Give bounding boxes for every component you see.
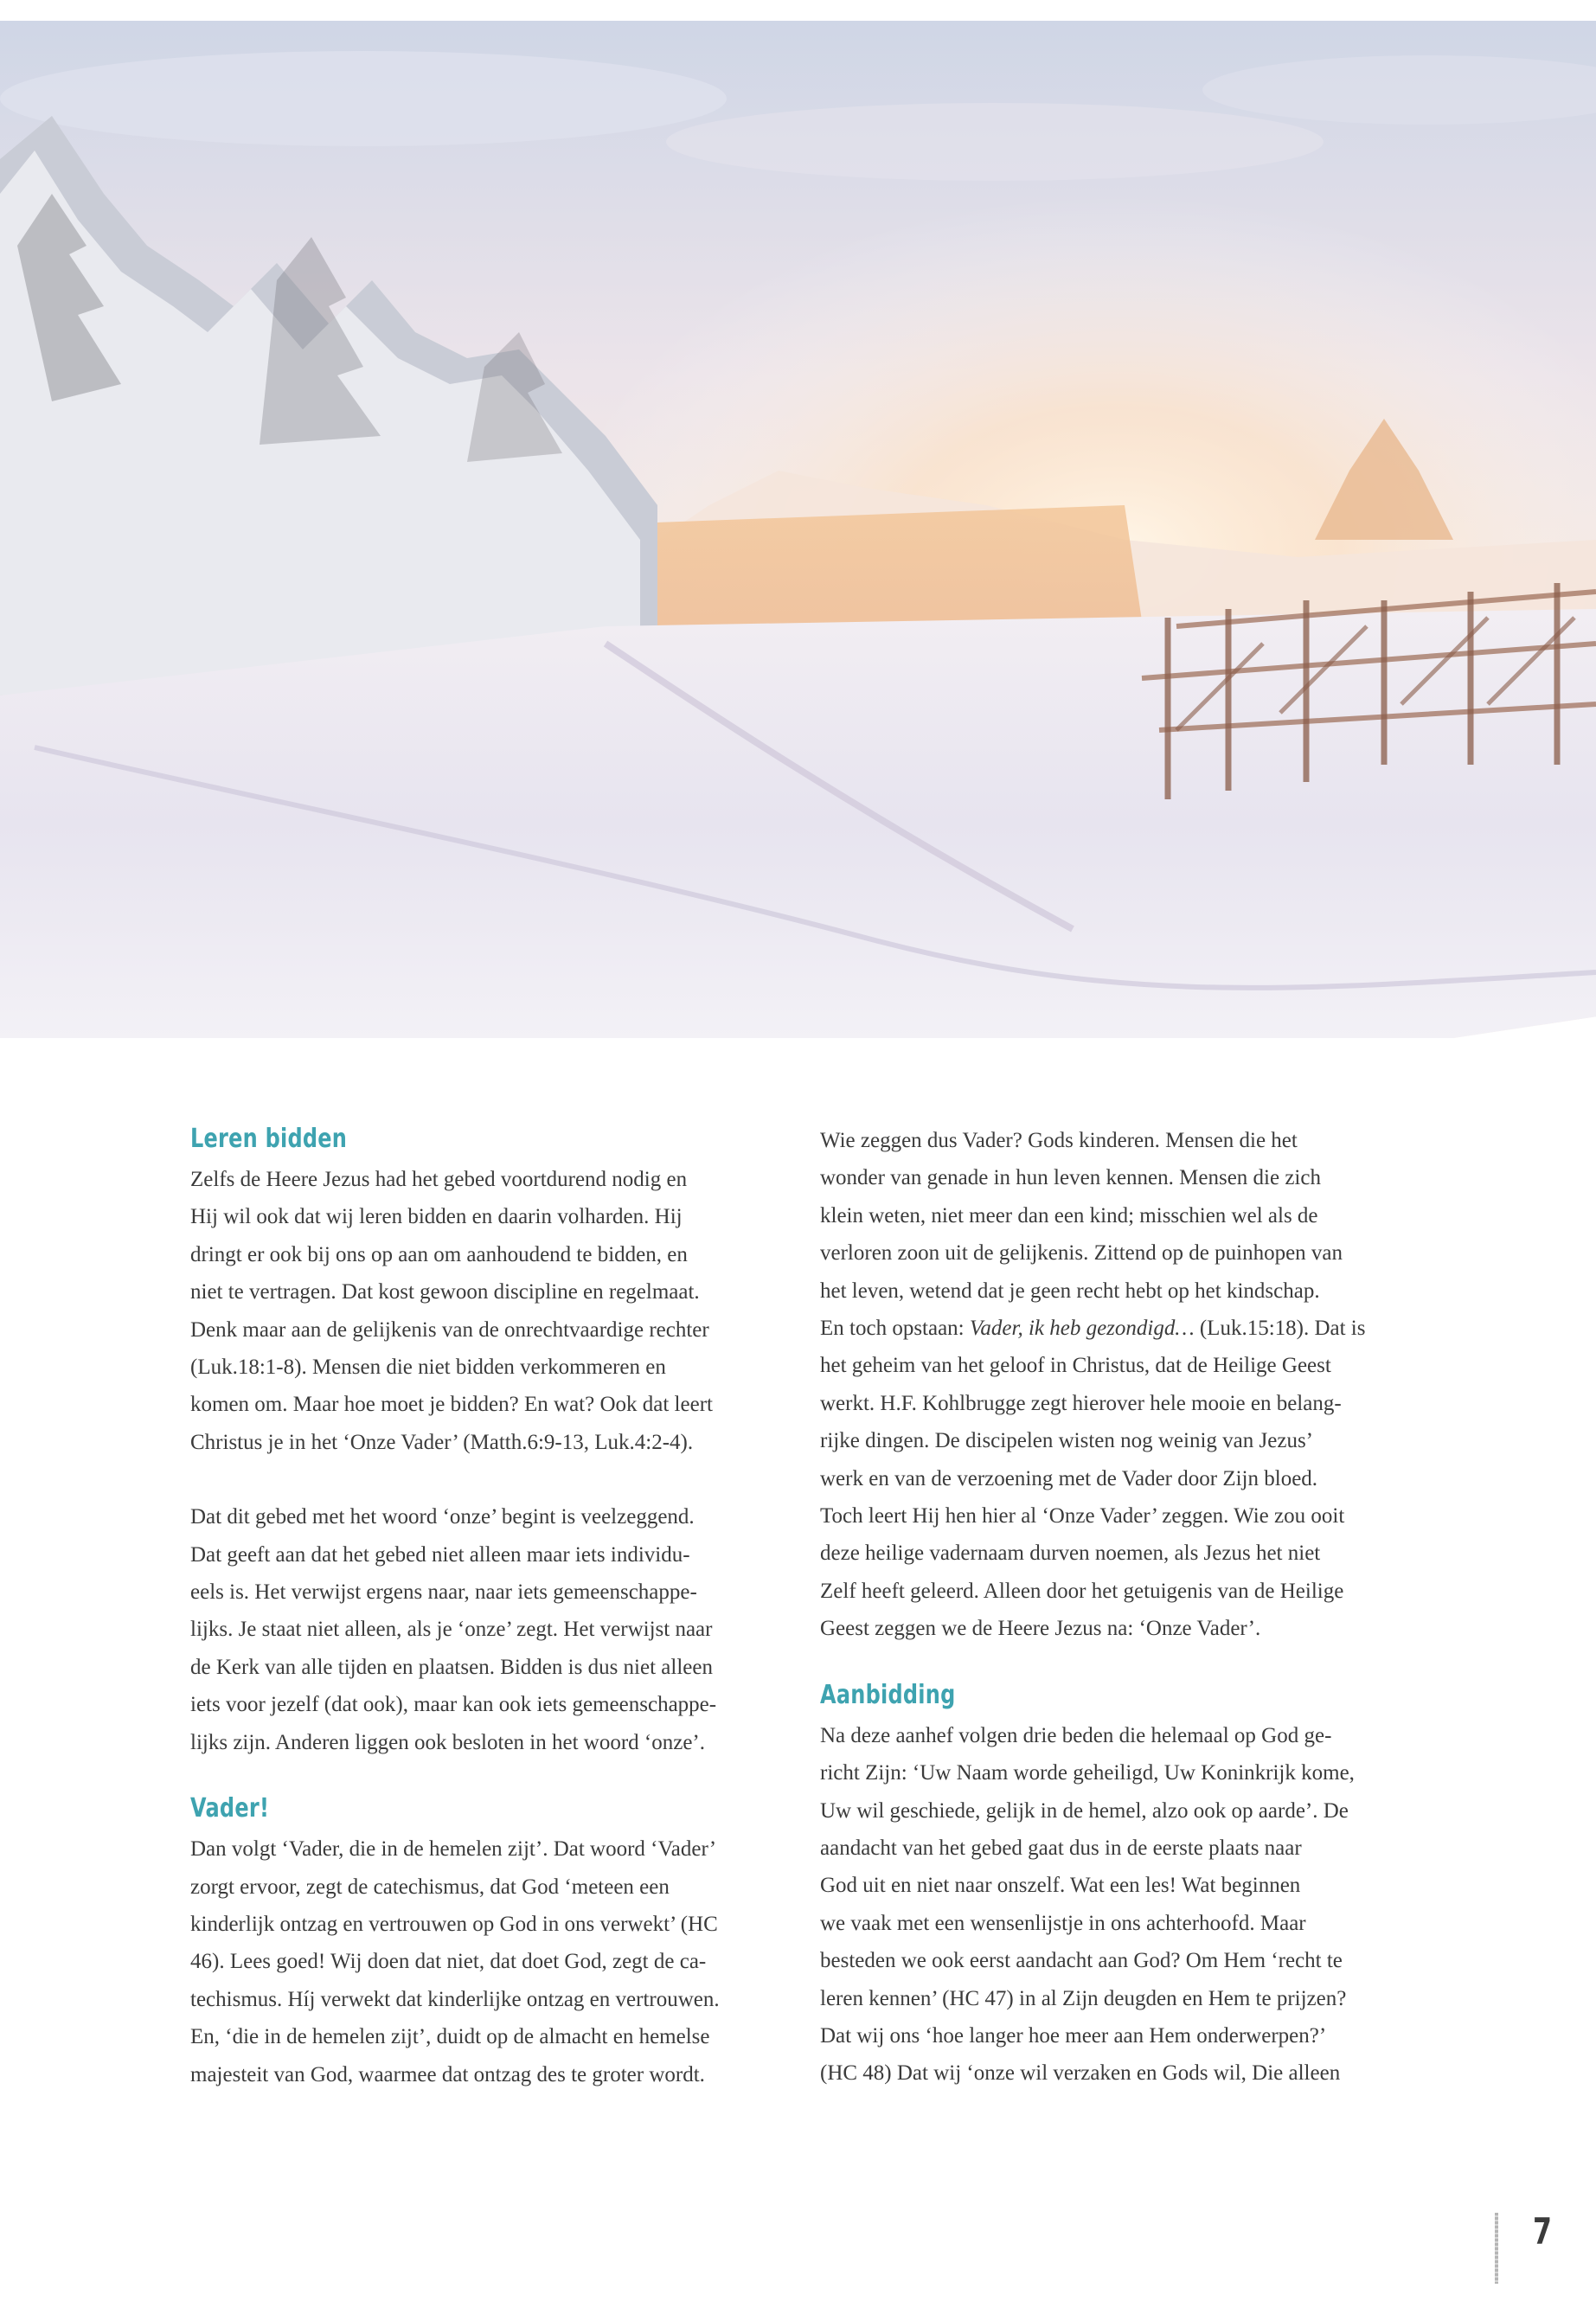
text-line: zorgt ervoor, zegt de catechismus, dat God ‘meteen een bbox=[190, 1875, 670, 1899]
text-line: komen om. Maar hoe moet je bidden? En wat? Ook dat leert bbox=[190, 1393, 713, 1417]
text-line: Geest zeggen we de Heere Jezus na: ‘Onze Vader’. bbox=[820, 1617, 1261, 1641]
text-line: rijke dingen. De discipelen wisten nog weinig van Jezus’ bbox=[820, 1429, 1313, 1453]
right-column bbox=[820, 1122, 1417, 2093]
left-column bbox=[190, 1118, 787, 2093]
text-line: Toch leert Hij hen hier al ‘Onze Vader’ zeggen. Wie zou ooit bbox=[820, 1504, 1345, 1529]
text-line: lijks. Je staat niet alleen, als je ‘onze’ zegt. Het verwijst naar bbox=[190, 1618, 713, 1642]
text-line-with-quote bbox=[820, 1310, 1417, 1347]
text-line: Christus je in het ‘Onze Vader’ (Matth.6:9-13, Luk.4:2-4). bbox=[190, 1430, 694, 1454]
heading-aanbidding: Aanbidding bbox=[820, 1679, 956, 1710]
text-line: (Luk.18:1-8). Mensen die niet bidden verkommeren en bbox=[190, 1356, 666, 1380]
italic-quote: Vader, ik heb gezondigd… bbox=[969, 1317, 1195, 1341]
text-line: majesteit van God, waarmee dat ontzag des te groter wordt. bbox=[190, 2062, 705, 2086]
paragraph-aanbidding bbox=[820, 1717, 1417, 2093]
snowy-landscape-photo bbox=[0, 21, 1596, 1038]
text-line: God uit en niet naar onszelf. Wat een les! Wat beginnen bbox=[820, 1874, 1301, 1898]
text-line: Wie zeggen dus Vader? Gods kinderen. Mensen die het bbox=[820, 1129, 1298, 1152]
text-line: verloren zoon uit de gelijkenis. Zittend op de puinhopen van bbox=[820, 1241, 1343, 1266]
text-line: Dat dit gebed met het woord ‘onze’ begint is veelzeggend. bbox=[190, 1505, 695, 1529]
paragraph-leren-bidden-1 bbox=[190, 1161, 787, 1461]
text-line: 46). Lees goed! Wij doen dat niet, dat doet God, zegt de ca- bbox=[190, 1950, 707, 1974]
text-line: Uw wil geschiede, gelijk in de hemel, alzo ook op aarde’. De bbox=[820, 1798, 1349, 1823]
text-line: eels is. Het verwijst ergens naar, naar iets gemeenschappe- bbox=[190, 1580, 697, 1605]
text-line: de Kerk van alle tijden en plaatsen. Bidden is dus niet alleen bbox=[190, 1655, 713, 1679]
text-line: werk en van de verzoening met de Vader door Zijn bloed. bbox=[820, 1466, 1318, 1490]
text-line: En, ‘die in de hemelen zijt’, duidt op de almacht en hemelse bbox=[190, 2025, 710, 2049]
page-number-divider bbox=[1495, 2213, 1498, 2284]
text-line: kinderlijk ontzag en vertrouwen op God in ons verwekt’ (HC bbox=[190, 1912, 718, 1936]
paragraph-leren-bidden-2 bbox=[190, 1498, 787, 1761]
text-line: Dat geeft aan dat het gebed niet alleen maar iets individu- bbox=[190, 1542, 690, 1567]
text-line: werkt. H.F. Kohlbrugge zegt hierover hele mooie en belang- bbox=[820, 1391, 1342, 1415]
text-line: aandacht van het gebed gaat dus in de eerste plaats naar bbox=[820, 1836, 1302, 1860]
text-line: leren kennen’ (HC 47) in al Zijn deugden en Hem te prijzen? bbox=[820, 1986, 1347, 2010]
heading-leren-bidden: Leren bidden bbox=[190, 1124, 348, 1154]
text-line: wonder van genade in hun leven kennen. Mensen die zich bbox=[820, 1166, 1321, 1190]
text-segment: En toch opstaan: bbox=[820, 1317, 970, 1341]
text-line: dringt er ook bij ons op aan om aanhoudend te bidden, en bbox=[190, 1242, 688, 1266]
text-line: Dan volgt ‘Vader, die in de hemelen zijt’. Dat woord ‘Vader’ bbox=[190, 1837, 717, 1862]
text-line: (HC 48) Dat wij ‘onze wil verzaken en Gods wil, Die alleen bbox=[820, 2061, 1341, 2086]
text-line: Zelf heeft geleerd. Alleen door het getuigenis van de Heilige bbox=[820, 1579, 1344, 1603]
heading-vader: Vader! bbox=[190, 1793, 270, 1824]
text-line: Hij wil ook dat wij leren bidden en daarin volharden. Hij bbox=[190, 1205, 683, 1229]
text-line: Dat wij ons ‘hoe langer hoe meer aan Hem onderwerpen?’ bbox=[820, 2023, 1327, 2048]
text-line: het leven, wetend dat je geen recht hebt op het kindschap. bbox=[820, 1279, 1320, 1303]
hero-image bbox=[0, 21, 1596, 1038]
text-line: Zelfs de Heere Jezus had het gebed voortdurend nodig en bbox=[190, 1168, 688, 1191]
text-line: richt Zijn: ‘Uw Naam worde geheiligd, Uw Koninkrijk kome, bbox=[820, 1761, 1355, 1785]
text-line: het geheim van het geloof in Christus, dat de Heilige Geest bbox=[820, 1354, 1331, 1378]
text-line: Denk maar aan de gelijkenis van de onrechtvaardige rechter bbox=[190, 1317, 709, 1342]
text-line: we vaak met een wensenlijstje in ons achterhoofd. Maar bbox=[820, 1911, 1306, 1935]
text-line: klein weten, niet meer dan een kind; misschien wel als de bbox=[820, 1203, 1318, 1227]
text-line: techismus. Híj verwekt dat kinderlijke ontzag en vertrouwen. bbox=[190, 1987, 720, 2011]
text-segment: (Luk.15:18). Dat is bbox=[1194, 1317, 1366, 1341]
text-line: lijks zijn. Anderen liggen ook besloten in het woord ‘onze’. bbox=[190, 1730, 706, 1754]
text-line: besteden we ook eerst aandacht aan God? Om Hem ‘recht te bbox=[820, 1949, 1343, 1973]
paragraph-vader bbox=[190, 1830, 787, 2093]
page-number: 7 bbox=[1533, 2210, 1552, 2253]
text-line: Na deze aanhef volgen drie beden die helemaal op God ge- bbox=[820, 1723, 1332, 1747]
paragraph-wie-zeggen-vader bbox=[820, 1122, 1417, 1648]
text-line: deze heilige vadernaam durven noemen, als Jezus het niet bbox=[820, 1541, 1321, 1566]
text-line: niet te vertragen. Dat kost gewoon discipline en regelmaat. bbox=[190, 1280, 700, 1304]
text-line: iets voor jezelf (dat ook), maar kan ook iets gemeenschappe- bbox=[190, 1693, 717, 1717]
